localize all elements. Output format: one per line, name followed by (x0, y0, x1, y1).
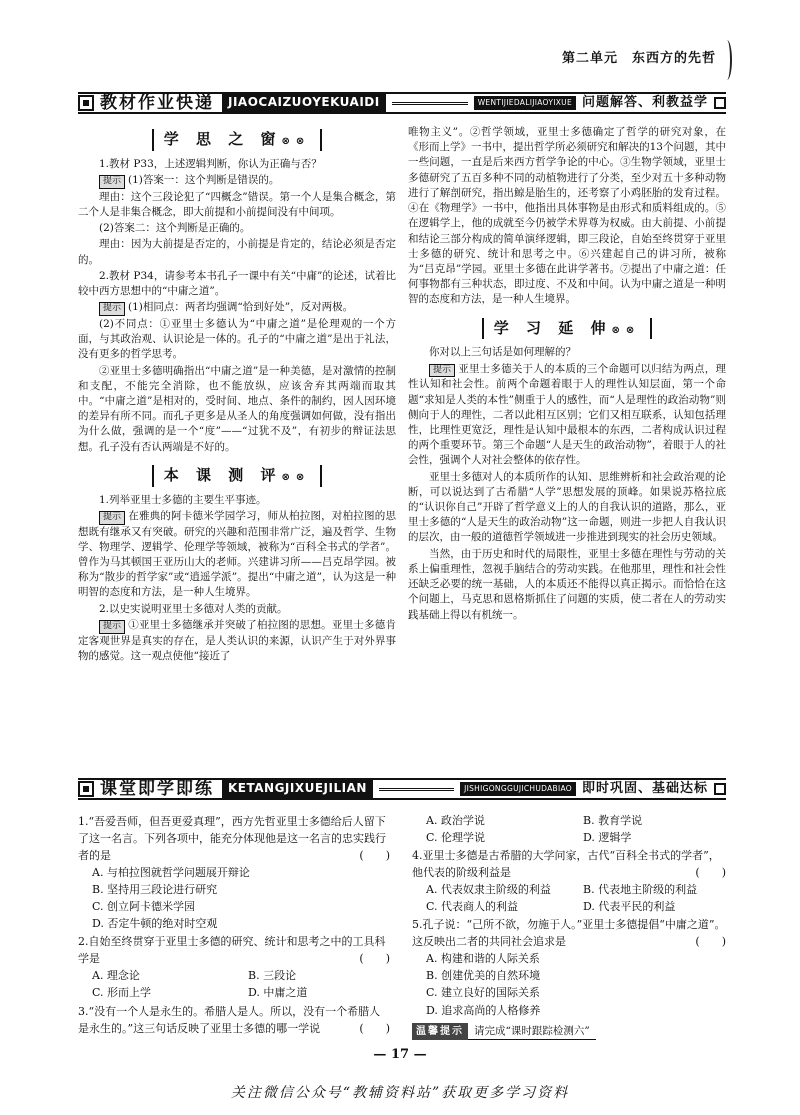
exercise-question: 1.“吾爱吾师，但吾更爱真理”，西方先哲亚里士多德给后人留下了这一名言。下列各项中，能充分体现他是这一名言的忠实践行者的是 ( ) (78, 813, 390, 864)
banner-pinyin-sub: JISHIGONGGUJICHUDABIAO (460, 782, 576, 797)
option-row (412, 881, 726, 898)
footer-note: 关注微信公众号“教辅资料站”获取更多学习资料 (230, 1085, 570, 1101)
option-item: D. 逻辑学 (583, 831, 632, 845)
exercise-column-right (412, 812, 726, 1040)
option-row (412, 829, 726, 846)
option-item: C. 创立阿卡德米学园 (92, 900, 196, 914)
page-number: — 17 — (373, 1047, 427, 1062)
banner-slogan: 即时巩固、基础达标 (581, 780, 708, 796)
wave-ornament-icon: ⊗⊗ (611, 324, 641, 336)
banner-title: 教材作业快递 (100, 92, 214, 113)
answer-text: (2)答案二：这个判断是正确的。 (99, 222, 251, 235)
banner-rule (379, 788, 454, 791)
tip-badge: 提示 (99, 620, 125, 634)
option-item: B. 坚持用三段论进行研究 (92, 883, 218, 897)
right-column (408, 125, 726, 624)
option-item: C. 伦理学说 (426, 831, 486, 845)
option-item: B. 三段论 (248, 969, 297, 983)
banner-end-icon (714, 783, 726, 795)
section-heading-xuesi: 学 思 之 窗⊗⊗ (78, 129, 396, 151)
answer-text: 理由：这个三段论犯了“四概念”错误。第一个人是集合概念，第二个人是非集合概念，即大前提和小前提间没有中间项。 (78, 190, 396, 218)
banner-title: 课堂即学即练 (100, 778, 214, 799)
option-row (412, 898, 726, 915)
wave-ornament-icon: ⊗⊗ (281, 136, 311, 147)
page-edge-ornament (722, 40, 732, 80)
answer-text: 提示 在雅典的阿卡德米学园学习，师从柏拉图，对柏拉图的思想既有继承又有突破。研究的兴趣和范围非常广泛，遍及哲学、生物学、物理学、逻辑学、伦理学等领域，被称为“百科全书式的学者”。曾作为马其顿国王亚历山大的老师。兴建讲习所——吕克昂学园。被称为“散步的哲学家”或“逍遥学派”。提出“中庸之道”，认为这是一种明智的态度和方法，是一种人生境界。 (78, 509, 396, 599)
section-heading-xuexi: 学 习 延 伸⊗⊗ (408, 318, 726, 340)
option-item: B. 代表地主阶级的利益 (583, 883, 698, 897)
option-item: A. 政治学说 (426, 814, 485, 827)
option-row (78, 984, 390, 1001)
banner-rule (392, 102, 468, 105)
option-row (412, 812, 726, 829)
answer-text: 提示 亚里士多德关于人的本质的三个命题可以归结为两点，理性认知和社会性。前两个命题着眼于人的理性认知层面，第一个命题“求知是人类的本性”侧重于人的感性，而“人是理性的政治动物”则侧向于人的理性，二者以此相互区别；它们又相互联系，认知包括理性，比理性更宽泛，理性是认知中最根本的东西，二者构成认识过程的两个重要环节。第三个命题“人是天生的政治动物”，着眼于人的社会性，强调个人对社会整体的依存性。 (408, 362, 726, 467)
option-item: C. 建立良好的国际关系 (426, 986, 541, 1000)
answer-blank[interactable]: ( ) (359, 952, 390, 966)
option-item: A. 与柏拉图就哲学问题展开辩论 (92, 866, 250, 880)
exercise-question: 5.孔子说：“己所不欲，勿施于人。”亚里士多德提倡“中庸之道”。这反映出二者的共同社会追求是 ( ) (412, 916, 726, 950)
option-item: A. 代表奴隶主阶级的利益 (426, 883, 551, 897)
pen-icon (78, 781, 94, 797)
option-item: D. 中庸之道 (248, 986, 308, 1000)
option-item: A. 构建和谐的人际关系 (426, 952, 540, 966)
tip-badge: 提示 (99, 511, 125, 525)
tip-badge: 提示 (429, 364, 455, 378)
exercise-question: 3.“没有一个人是永生的。希腊人是人。所以，没有一个希腊人是永生的。”这三句话反映了亚里士多德的哪一学说 ( ) (78, 1003, 390, 1037)
answer-text: ②亚里士多德明确指出“中庸之道”是一种美德，是对激情的控制和支配，不能完全消除，也不能放纵，应该舍弃其两端而取其中。“中庸之道”是相对的，受时间、地点、条件的制约，因人因环境的差异有所不同。而孔子更多是从圣人的角度强调如何做，没有指出为什么做，强调的是一个“度”——“过犹不及”，有初步的辩证法思想。孔子没有否认两端是不好的。 (78, 364, 396, 453)
answer-text: 提示 ①亚里士多德继承并突破了柏拉图的思想。亚里士多德肯定客观世界是真实的存在，是人类认识的来源，认识产生于对外界事物的感觉。这一观点使他“接近了 (78, 618, 396, 662)
reminder-text: 请完成“课时跟踪检测六” (468, 1023, 596, 1040)
question-text: 1.列举亚里士多德的主要生平事迹。 (99, 493, 267, 506)
question-text: 1.教材 P33，上述逻辑判断，你认为正确与否？ (99, 157, 322, 170)
answer-blank[interactable]: ( ) (695, 935, 726, 949)
question-text: 2.以史实说明亚里士多德对人类的贡献。 (99, 602, 288, 615)
exercise-question: 4.亚里士多德是古希腊的大学问家，古代“百科全书式的学者”，他代表的阶级利益是 ( ) (412, 847, 726, 881)
banner-pinyin-sub: WENTIJIEDALIJIAOYIXUE (474, 96, 576, 111)
tip-badge: 提示 (99, 302, 125, 316)
section-heading-benke: 本 课 测 评⊗⊗ (78, 465, 396, 487)
option-item: D. 代表平民的利益 (583, 900, 676, 914)
section-banner-practice (78, 778, 726, 800)
answer-blank[interactable]: ( ) (695, 866, 726, 880)
pen-icon (78, 95, 94, 111)
option-row (78, 967, 390, 984)
banner-end-icon (714, 97, 726, 109)
option-item: D. 否定牛顿的绝对时空观 (92, 917, 218, 931)
answer-blank[interactable]: ( ) (359, 849, 390, 863)
section-banner-textbook (78, 92, 726, 114)
answer-text: 唯物主义”。②哲学领域，亚里士多德确定了哲学的研究对象，在《形而上学》一书中，提出哲学所必须研究和解决的13个问题，其中一些问题，一直是后来西方哲学争论的中心。③生物学领域，亚里士多德研究了五百多种不同的动植物进行了分类，至少对五十多种动物进行了解剖研究，指出鲸是胎生的，还考察了小鸡胚胎的发育过程。④在《物理学》一书中，他指出具体事物是由形式和质料组成的。⑤在逻辑学上，他的成就至今仍被学术界尊为权威。由大前提、小前提和结论三部分构成的简单演绎逻辑，即三段论，自始至终贯穿于亚里士多德的研究、统计和思考之中。⑥兴建起自己的讲习所，被称为“吕克昂”学园。亚里士多德在此讲学著书。⑦提出了中庸之道：任何事物都有三种状态，即过度、不及和中间。认为中庸之道是一种明智的态度和方法，是一种人生境界。 (408, 126, 726, 306)
option-item: A. 理念论 (92, 969, 140, 983)
answer-text: 当然，由于历史和时代的局限性，亚里士多德在理性与劳动的关系上偏重理性，忽视手脑结合的劳动实践。在他那里，理性和社会性还缺乏必要的统一基础，人的本质还不能得以真正揭示。而恰恰在这个问题上，马克思和恩格斯抓住了问题的实质，使二者在人的劳动实践基础上得以有机统一。 (408, 547, 726, 621)
option-item: B. 教育学说 (583, 814, 643, 827)
option-item: C. 代表商人的利益 (426, 900, 519, 914)
banner-pinyin: KETANGJIXUEJILIAN (222, 779, 373, 798)
option-item: C. 形而上学 (92, 986, 152, 1000)
option-item: B. 创建优美的自然环境 (426, 969, 541, 983)
exercise-question: 2.自始至终贯穿于亚里士多德的研究、统计和思考之中的工具科学是 ( ) (78, 933, 390, 967)
tip-badge: 提示 (99, 175, 125, 189)
left-column (78, 125, 396, 665)
banner-slogan: 问题解答、利教益学 (581, 94, 708, 110)
banner-pinyin: JIAOCAIZUOYEKUAIDI (222, 93, 386, 112)
exercise-column-left (78, 812, 390, 1037)
wave-ornament-icon: ⊗⊗ (281, 471, 311, 483)
answer-blank[interactable]: ( ) (359, 1021, 390, 1035)
answer-text: 提示 (1)相同点：两者均强调“恰到好处”，反对两极。 (78, 300, 396, 316)
answer-text: 亚里士多德对人的本质所作的认知、思维辨析和社会政治观的论断，可以说达到了古希腊“人学”思想发展的顶峰。如果说苏格拉底的“认识你自己”开辟了哲学意义上的人的自我认识的道路，那么，亚里士多德的“人是天生的政治动物”这一命题，则进一步把人自我认识的层次，由一般的道德哲学领域进一步推进到现实的社会历史领域。 (408, 470, 726, 544)
reminder-label: 温馨提示 (412, 1023, 468, 1041)
answer-text: 理由：因为大前提是否定的，小前提是肯定的，结论必须是否定的。 (78, 238, 396, 266)
answer-text: 提示 (1)答案一：这个判断是错误的。 (78, 173, 396, 189)
question-text: 2.教材 P34，请参考本书孔子一课中有关“中庸”的论述，试着比较中西方思想中的“中庸之道”。 (78, 269, 396, 297)
question-text: 你对以上三句话是如何理解的？ (429, 346, 576, 359)
reminder-box (412, 1023, 726, 1041)
option-item: D. 追求高尚的人格修养 (426, 1003, 541, 1017)
running-title: 第二单元 东西方的先哲 (561, 51, 716, 66)
answer-text: (2)不同点：①亚里士多德认为“中庸之道”是伦理观的一个方面，与其政治观、认识论是一体的。孔子的“中庸之道”是出于礼法，没有更多的哲学思考。 (78, 317, 396, 361)
